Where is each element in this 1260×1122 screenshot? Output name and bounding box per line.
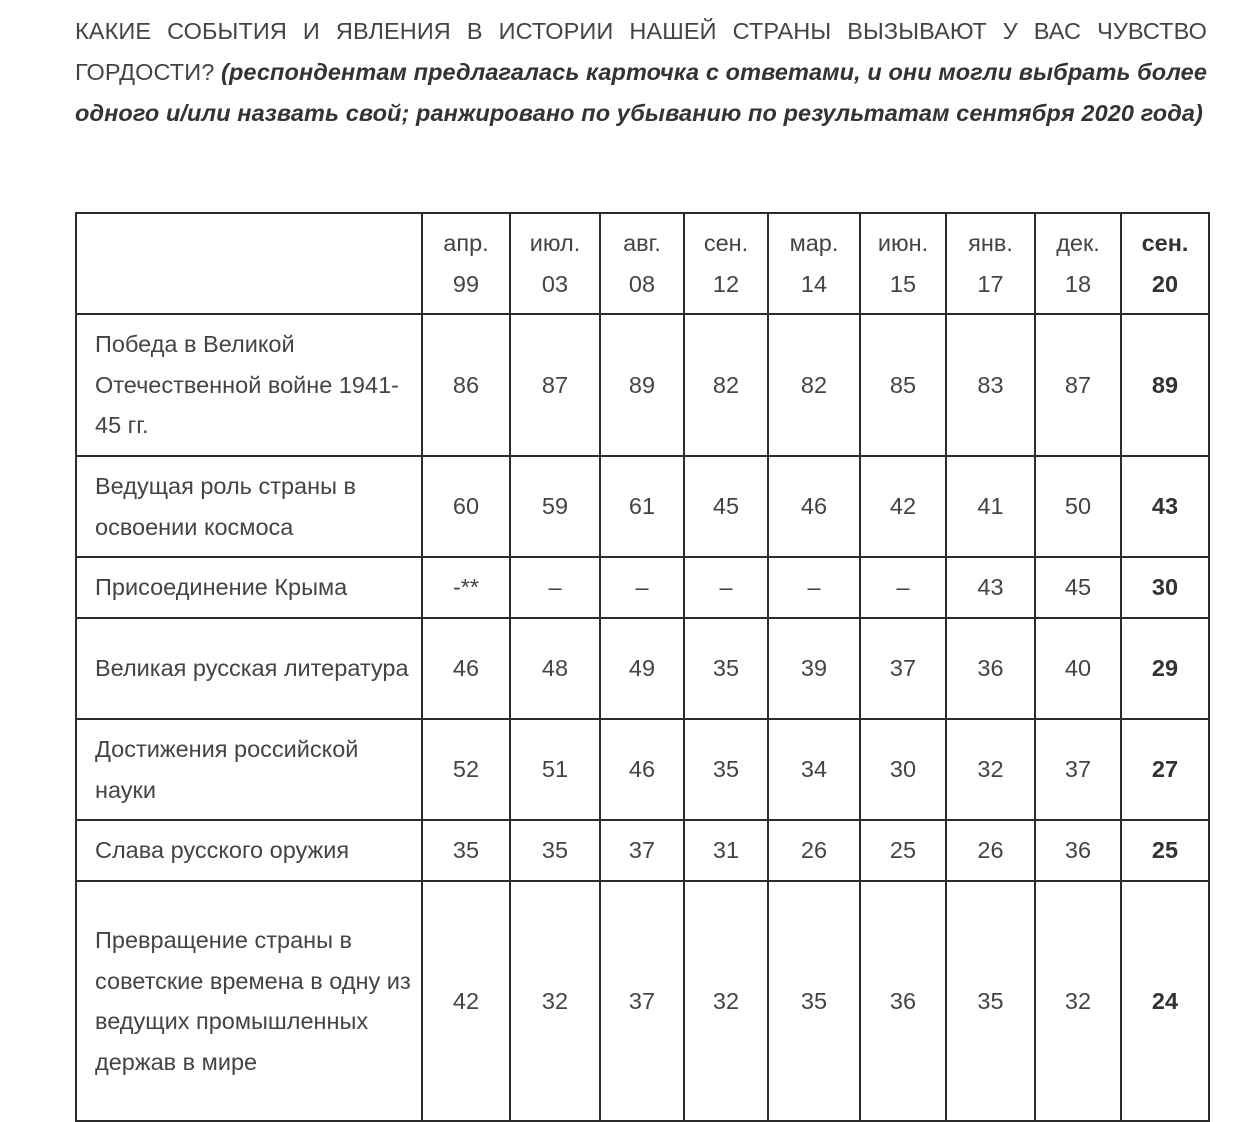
value-cell: 50 bbox=[1035, 456, 1121, 557]
row-label: Превращение страны в советские времена в одну из ведущих промышленных держав в мире bbox=[76, 881, 422, 1121]
table-header-row bbox=[76, 213, 1209, 314]
header-month: сен. bbox=[703, 230, 749, 256]
value-cell: 45 bbox=[1035, 557, 1121, 618]
row-label: Ведущая роль страны в освоении космоса bbox=[76, 456, 422, 557]
row-label: Великая русская литература bbox=[76, 618, 422, 719]
table-row bbox=[76, 820, 1209, 881]
header-month: авг. bbox=[623, 230, 661, 256]
value-cell: 42 bbox=[860, 456, 946, 557]
value-cell: 83 bbox=[946, 314, 1035, 456]
header-corner-cell bbox=[76, 213, 422, 314]
value-cell: 31 bbox=[684, 820, 768, 881]
value-cell: 36 bbox=[1035, 820, 1121, 881]
header-period-mar-14 bbox=[768, 213, 860, 314]
value-cell: 46 bbox=[422, 618, 510, 719]
header-month: июл. bbox=[529, 230, 581, 256]
header-period-sep-12 bbox=[684, 213, 768, 314]
value-cell: 52 bbox=[422, 719, 510, 820]
value-cell-latest: 25 bbox=[1121, 820, 1209, 881]
value-cell: -** bbox=[422, 557, 510, 618]
value-cell: 26 bbox=[946, 820, 1035, 881]
value-cell: 45 bbox=[684, 456, 768, 557]
value-cell-latest: 27 bbox=[1121, 719, 1209, 820]
header-month: мар. bbox=[789, 230, 839, 256]
table-row bbox=[76, 719, 1209, 820]
table-row bbox=[76, 557, 1209, 618]
value-cell: 26 bbox=[768, 820, 860, 881]
value-cell: 59 bbox=[510, 456, 600, 557]
table-row bbox=[76, 881, 1209, 1121]
value-cell: 25 bbox=[860, 820, 946, 881]
value-cell: 43 bbox=[946, 557, 1035, 618]
value-cell: 36 bbox=[860, 881, 946, 1121]
header-year: 14 bbox=[800, 270, 828, 297]
header-month: апр. bbox=[443, 230, 489, 256]
header-year: 12 bbox=[712, 270, 740, 297]
row-label: Слава русского оружия bbox=[76, 820, 422, 881]
header-year: 20 bbox=[1151, 270, 1179, 297]
value-cell: – bbox=[768, 557, 860, 618]
table-row bbox=[76, 456, 1209, 557]
survey-question bbox=[75, 11, 1207, 134]
row-label: Присоединение Крыма bbox=[76, 557, 422, 618]
value-cell: 35 bbox=[684, 618, 768, 719]
header-period-sep-20 bbox=[1121, 213, 1209, 314]
value-cell: 48 bbox=[510, 618, 600, 719]
value-cell: 40 bbox=[1035, 618, 1121, 719]
value-cell: 51 bbox=[510, 719, 600, 820]
value-cell: 32 bbox=[510, 881, 600, 1121]
value-cell: 60 bbox=[422, 456, 510, 557]
header-period-jan-17 bbox=[946, 213, 1035, 314]
value-cell: 87 bbox=[1035, 314, 1121, 456]
value-cell: 39 bbox=[768, 618, 860, 719]
value-cell: 82 bbox=[768, 314, 860, 456]
header-year: 15 bbox=[889, 270, 917, 297]
value-cell: – bbox=[510, 557, 600, 618]
value-cell: 82 bbox=[684, 314, 768, 456]
value-cell: 46 bbox=[768, 456, 860, 557]
value-cell: 36 bbox=[946, 618, 1035, 719]
value-cell: – bbox=[684, 557, 768, 618]
value-cell-latest: 24 bbox=[1121, 881, 1209, 1121]
value-cell: 37 bbox=[600, 820, 684, 881]
header-year: 17 bbox=[977, 270, 1004, 297]
header-year: 99 bbox=[452, 270, 480, 297]
value-cell: 61 bbox=[600, 456, 684, 557]
value-cell: 87 bbox=[510, 314, 600, 456]
value-cell: 85 bbox=[860, 314, 946, 456]
value-cell: 35 bbox=[946, 881, 1035, 1121]
question-note: (респондентам предлагалась карточка с ответами, и они могли выбрать более одного и/или назвать свой; ранжировано по убыванию по результатам сентября 2020 года) bbox=[75, 59, 1207, 126]
table-row bbox=[76, 314, 1209, 456]
header-period-jul-03 bbox=[510, 213, 600, 314]
value-cell: 32 bbox=[1035, 881, 1121, 1121]
header-period-apr-99 bbox=[422, 213, 510, 314]
value-cell: 42 bbox=[422, 881, 510, 1121]
value-cell: 32 bbox=[946, 719, 1035, 820]
value-cell: 35 bbox=[510, 820, 600, 881]
row-label: Достижения российской науки bbox=[76, 719, 422, 820]
header-period-jun-15 bbox=[860, 213, 946, 314]
value-cell: 34 bbox=[768, 719, 860, 820]
value-cell: 49 bbox=[600, 618, 684, 719]
header-year: 08 bbox=[628, 270, 656, 297]
value-cell: – bbox=[600, 557, 684, 618]
value-cell-latest: 29 bbox=[1121, 618, 1209, 719]
survey-results-table bbox=[75, 212, 1210, 1122]
value-cell-latest: 30 bbox=[1121, 557, 1209, 618]
table-row bbox=[76, 618, 1209, 719]
value-cell-latest: 43 bbox=[1121, 456, 1209, 557]
value-cell: 32 bbox=[684, 881, 768, 1121]
value-cell: 86 bbox=[422, 314, 510, 456]
row-label: Победа в Великой Отечественной войне 1941-45 гг. bbox=[76, 314, 422, 456]
value-cell: 35 bbox=[422, 820, 510, 881]
value-cell: – bbox=[860, 557, 946, 618]
header-year: 03 bbox=[541, 270, 569, 297]
value-cell: 37 bbox=[600, 881, 684, 1121]
header-month: дек. bbox=[1056, 230, 1100, 256]
header-month: янв. bbox=[968, 230, 1013, 256]
value-cell: 46 bbox=[600, 719, 684, 820]
header-month: сен. bbox=[1141, 230, 1189, 256]
value-cell: 41 bbox=[946, 456, 1035, 557]
value-cell: 89 bbox=[600, 314, 684, 456]
value-cell: 37 bbox=[1035, 719, 1121, 820]
value-cell: 30 bbox=[860, 719, 946, 820]
value-cell: 35 bbox=[684, 719, 768, 820]
value-cell: 37 bbox=[860, 618, 946, 719]
question-text: КАКИЕ СОБЫТИЯ И ЯВЛЕНИЯ В ИСТОРИИ НАШЕЙ СТРАНЫ ВЫЗЫВАЮТ У ВАС ЧУВСТВО ГОРДОСТИ? bbox=[75, 18, 1207, 85]
value-cell: 35 bbox=[768, 881, 860, 1121]
header-period-aug-08 bbox=[600, 213, 684, 314]
header-period-dec-18 bbox=[1035, 213, 1121, 314]
header-month: июн. bbox=[877, 230, 929, 256]
value-cell-latest: 89 bbox=[1121, 314, 1209, 456]
header-year: 18 bbox=[1064, 270, 1092, 297]
